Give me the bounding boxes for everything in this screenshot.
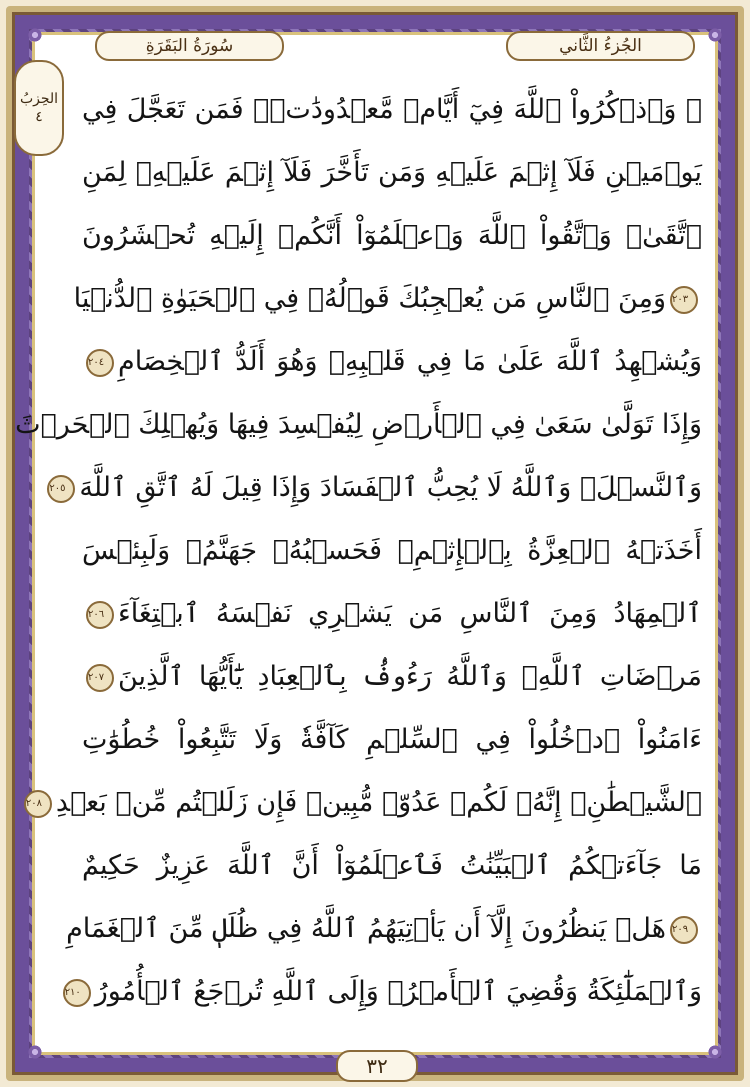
juz-title: الجُزءُ الثَّاني <box>506 31 695 61</box>
flower-ornament-icon <box>708 28 722 42</box>
line-text: ٱلشَّيۡطَٰنِۚ إِنَّهُۥ لَكُمۡ عَدُوّٞ مُّبِينٞ فَإِن زَلَلۡتُم مِّنۢ بَعۡدِ <box>55 787 702 818</box>
text-line <box>82 715 702 765</box>
line-text: وَٱلۡمَلَٰٓئِكَةُ وَقُضِيَ ٱلۡأَمۡرُۚ وَإِلَى ٱللَّهِ تُرۡجَعُ ٱلۡأُمُورُ <box>94 976 702 1007</box>
text-line <box>82 589 702 639</box>
surah-title: سُورَةُ البَقَرَةِ <box>95 31 284 61</box>
text-line <box>64 967 702 1017</box>
text-line <box>82 841 702 891</box>
ayah-number-marker: ٢٠٥ <box>47 475 75 503</box>
text-line <box>49 463 702 513</box>
line-text: وَمِنَ ٱلنَّاسِ مَن يُعۡجِبُكَ قَوۡلُهُۥ فِي ٱلۡحَيَوٰةِ ٱلدُّنۡيَا <box>73 283 666 314</box>
text-line <box>82 211 702 261</box>
line-text: ٱتَّقَىٰۗ وَٱتَّقُواْ ٱللَّهَ وَٱعۡلَمُوٓاْ أَنَّكُمۡ إِلَيۡهِ تُحۡشَرُونَ <box>82 220 702 251</box>
text-line <box>15 400 702 450</box>
hizb-marker <box>14 60 64 156</box>
ayah-number-marker: ٢٠٣ <box>670 286 698 314</box>
ayah-number-marker: ٢٠٤ <box>86 349 114 377</box>
flower-ornament-icon <box>708 1045 722 1059</box>
line-text: مَا جَآءَتۡكُمُ ٱلۡبَيِّنَٰتُ فَٱعۡلَمُوٓاْ أَنَّ ٱللَّهَ عَزِيزٌ حَكِيمٌ <box>82 850 702 881</box>
line-text: وَيُشۡهِدُ ٱللَّهَ عَلَىٰ مَا فِي قَلۡبِهِۦ وَهُوَ أَلَدُّ ٱلۡخِصَامِ <box>118 346 702 377</box>
ayah-number-marker: ٢٠٧ <box>86 664 114 692</box>
page-number: ٣٢ <box>336 1050 418 1082</box>
line-text: أَخَذَتۡهُ ٱلۡعِزَّةُ بِٱلۡإِثۡمِۚ فَحَسۡبُهُۥ جَهَنَّمُۖ وَلَبِئۡسَ <box>82 535 702 566</box>
text-line <box>73 274 702 324</box>
text-line <box>82 652 702 702</box>
text-line <box>82 526 702 576</box>
ayah-number-marker: ٢١٠ <box>63 979 91 1007</box>
text-line <box>25 778 702 828</box>
line-text: يَوۡمَيۡنِ فَلَآ إِثۡمَ عَلَيۡهِ وَمَن تَأَخَّرَ فَلَآ إِثۡمَ عَلَيۡهِۖ لِمَنِ <box>82 157 702 188</box>
line-text: هَلۡ يَنظُرُونَ إِلَّآ أَن يَأۡتِيَهُمُ ٱللَّهُ فِي ظُلَلٖ مِّنَ ٱلۡغَمَامِ <box>66 913 666 944</box>
flower-ornament-icon <box>28 28 42 42</box>
line-text: ٱلۡمِهَادُ وَمِنَ ٱلنَّاسِ مَن يَشۡرِي نَفۡسَهُ ٱبۡتِغَآءَ <box>118 598 702 629</box>
line-text: ۞ وَٱذۡكُرُواْ ٱللَّهَ فِيٓ أَيَّامٖ مَّعۡدُودَٰتٖۚ فَمَن تَعَجَّلَ فِي <box>82 94 702 125</box>
text-line <box>82 148 702 198</box>
line-text: ءَامَنُواْ ٱدۡخُلُواْ فِي ٱلسِّلۡمِ كَآفَّةٗ وَلَا تَتَّبِعُواْ خُطُوَٰتِ <box>82 724 702 755</box>
hizb-label: الحِزبُ ٤ <box>19 91 59 125</box>
text-line <box>66 904 702 954</box>
ayah-number-marker: ٢٠٨ <box>24 790 52 818</box>
line-text: وَإِذَا تَوَلَّىٰ سَعَىٰ فِي ٱلۡأَرۡضِ لِيُفۡسِدَ فِيهَا وَيُهۡلِكَ ٱلۡحَرۡثَ <box>15 409 702 440</box>
line-text: وَٱلنَّسۡلَۚ وَٱللَّهُ لَا يُحِبُّ ٱلۡفَسَادَ وَإِذَا قِيلَ لَهُ ٱتَّقِ ٱللَّهَ <box>79 472 702 503</box>
text-line <box>82 337 702 387</box>
text-line <box>82 85 702 135</box>
page-header <box>95 32 695 60</box>
flower-ornament-icon <box>28 1045 42 1059</box>
ayah-number-marker: ٢٠٦ <box>86 601 114 629</box>
line-text: مَرۡضَاتِ ٱللَّهِۚ وَٱللَّهُ رَءُوفُۢ بِٱلۡعِبَادِ يَٰٓأَيُّهَا ٱلَّذِينَ <box>118 661 702 692</box>
ayah-number-marker: ٢٠٩ <box>670 916 698 944</box>
